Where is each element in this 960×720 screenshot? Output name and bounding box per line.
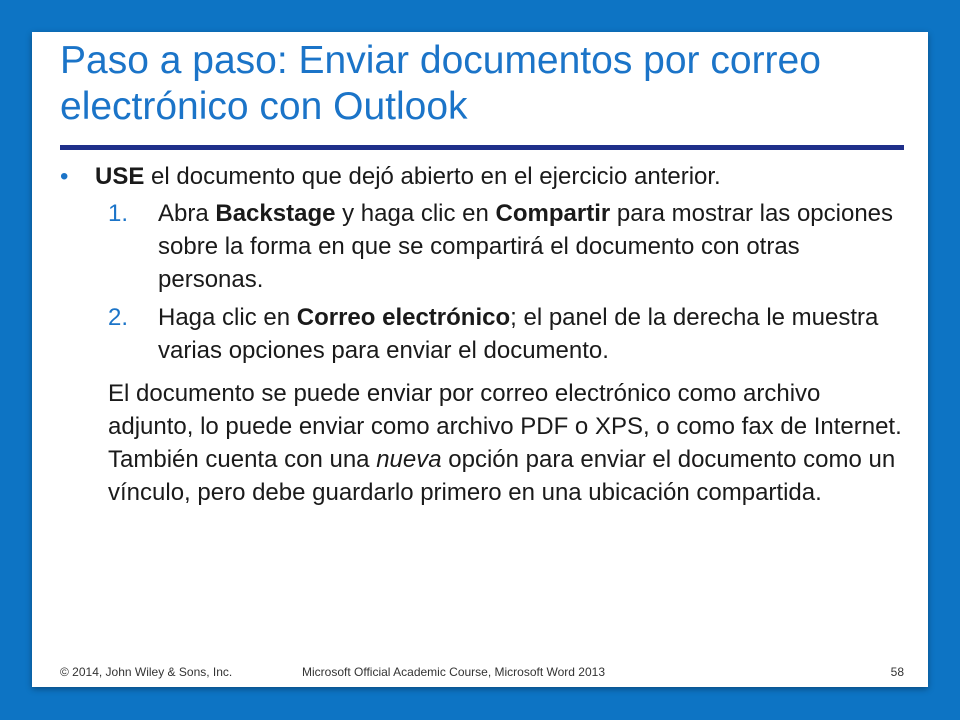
- step-text: Abra: [158, 200, 216, 227]
- step-number: 2.: [108, 304, 129, 331]
- bullet-bold-text: USE: [95, 163, 145, 190]
- step-text: para mostrar las opciones sobre la forma en que se compartirá el documento con otras personas.: [158, 200, 894, 293]
- paragraph-italic-text: nueva: [376, 446, 442, 473]
- slide: [32, 32, 928, 687]
- step-item: [60, 301, 910, 367]
- footer-copyright: © 2014, John Wiley & Sons, Inc.: [60, 665, 233, 679]
- steps-list: [60, 197, 910, 367]
- step-text: Haga clic en: [158, 304, 297, 331]
- step-item: [60, 197, 910, 296]
- slide-title: Paso a paso: Enviar documentos por correo electrónico con Outlook: [60, 39, 821, 128]
- step-bold-text: Compartir: [495, 200, 611, 227]
- bullet-icon: •: [60, 163, 69, 190]
- step-bold-text: Correo electrónico: [296, 304, 511, 331]
- step-number: 1.: [108, 200, 129, 227]
- footer-page-number: 58: [890, 665, 904, 679]
- step-text: y haga clic en: [335, 200, 496, 227]
- step-bold-text: Backstage: [215, 200, 336, 227]
- paragraph-text: opción para enviar el documento como un vínculo, pero debe guardarlo primero en una ubicación compartida.: [108, 446, 896, 506]
- title-underline: [60, 145, 904, 150]
- slide-content: [60, 160, 910, 509]
- bullet-item: [60, 160, 910, 193]
- bullet-text: el documento que dejó abierto en el ejercicio anterior.: [144, 163, 721, 190]
- step-text: ; el panel de la derecha le muestra varias opciones para enviar el documento.: [158, 304, 879, 364]
- footer-course: Microsoft Official Academic Course, Microsoft Word 2013: [302, 665, 605, 679]
- paragraph-text: El documento se puede enviar por correo electrónico como archivo adjunto, lo puede enviar como archivo PDF o XPS, o como fax de Internet. También cuenta con una: [108, 380, 902, 473]
- body-paragraph: [60, 377, 910, 509]
